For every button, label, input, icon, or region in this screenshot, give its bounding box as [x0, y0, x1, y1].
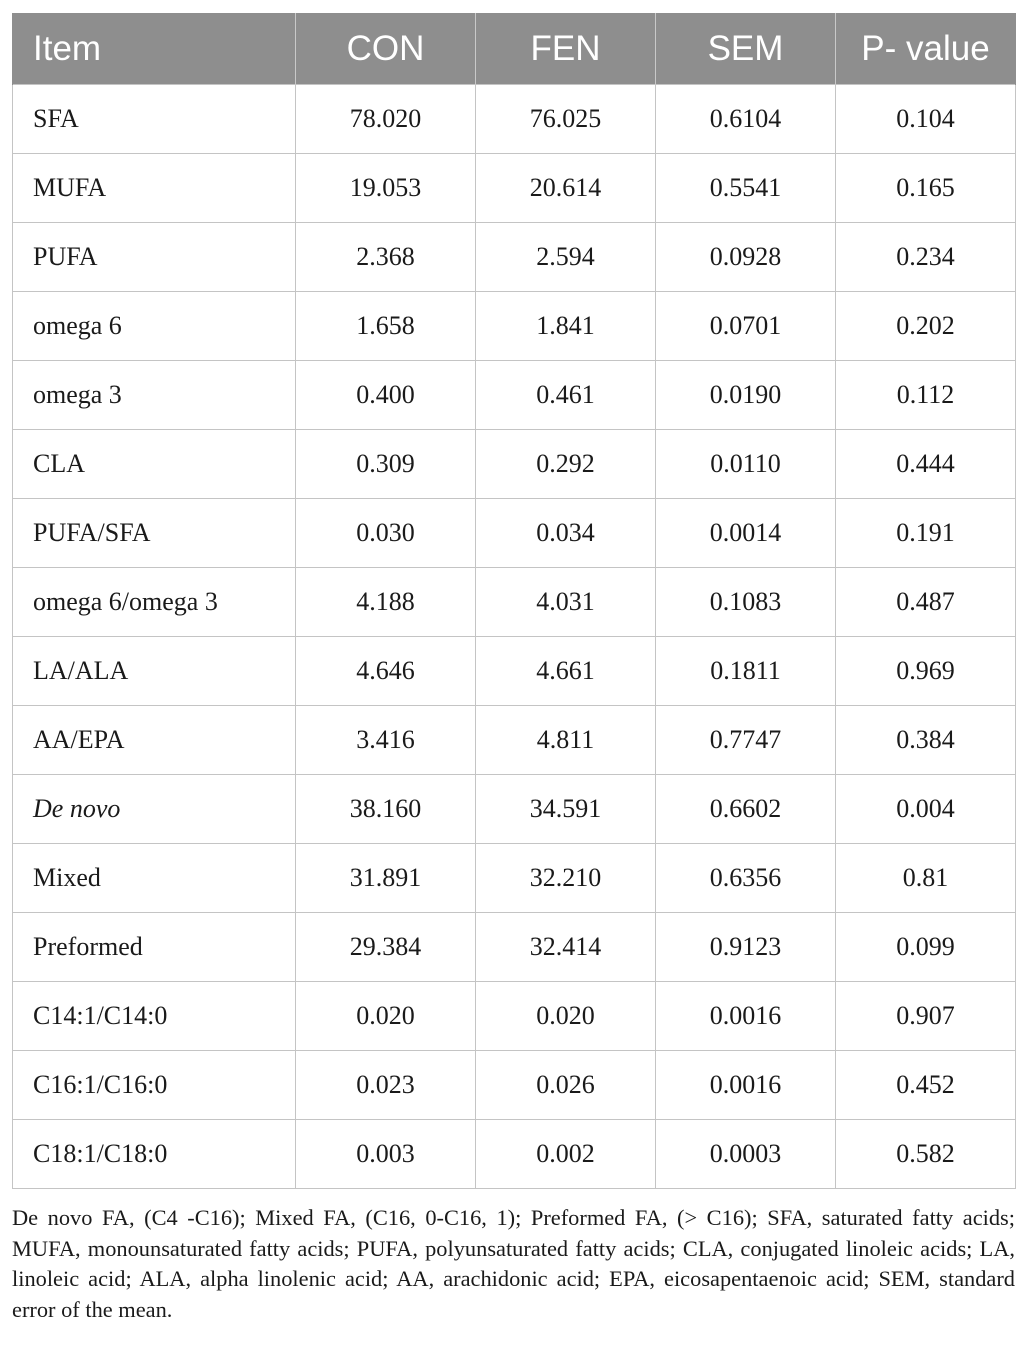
cell-item: C14:1/C14:0 [13, 982, 296, 1051]
cell-item: C18:1/C18:0 [13, 1120, 296, 1189]
cell-p-value: 0.969 [836, 637, 1016, 706]
table-row [13, 844, 1016, 913]
header-p-value: P- value [836, 13, 1016, 85]
cell-item: omega 6/omega 3 [13, 568, 296, 637]
cell-fen: 4.811 [476, 706, 656, 775]
cell-sem: 0.0110 [656, 430, 836, 499]
cell-con: 0.030 [296, 499, 476, 568]
table-row [13, 775, 1016, 844]
cell-sem: 0.6602 [656, 775, 836, 844]
cell-con: 0.020 [296, 982, 476, 1051]
cell-sem: 0.0003 [656, 1120, 836, 1189]
cell-p-value: 0.104 [836, 85, 1016, 154]
cell-item: Mixed [13, 844, 296, 913]
cell-item: omega 6 [13, 292, 296, 361]
cell-sem: 0.1083 [656, 568, 836, 637]
header-con: CON [296, 13, 476, 85]
cell-fen: 2.594 [476, 223, 656, 292]
header-row [13, 13, 1016, 85]
cell-sem: 0.7747 [656, 706, 836, 775]
cell-con: 38.160 [296, 775, 476, 844]
fatty-acid-table [12, 13, 1016, 1189]
cell-con: 19.053 [296, 154, 476, 223]
cell-p-value: 0.099 [836, 913, 1016, 982]
cell-fen: 4.031 [476, 568, 656, 637]
cell-p-value: 0.582 [836, 1120, 1016, 1189]
cell-fen: 0.026 [476, 1051, 656, 1120]
table-row [13, 982, 1016, 1051]
cell-item: AA/EPA [13, 706, 296, 775]
cell-con: 4.188 [296, 568, 476, 637]
table-row [13, 913, 1016, 982]
table-row [13, 223, 1016, 292]
table-row [13, 499, 1016, 568]
cell-sem: 0.0014 [656, 499, 836, 568]
cell-sem: 0.0190 [656, 361, 836, 430]
table-row [13, 706, 1016, 775]
cell-p-value: 0.487 [836, 568, 1016, 637]
header-fen: FEN [476, 13, 656, 85]
cell-con: 2.368 [296, 223, 476, 292]
cell-p-value: 0.384 [836, 706, 1016, 775]
cell-p-value: 0.004 [836, 775, 1016, 844]
cell-p-value: 0.165 [836, 154, 1016, 223]
cell-con: 0.003 [296, 1120, 476, 1189]
cell-con: 4.646 [296, 637, 476, 706]
cell-con: 0.023 [296, 1051, 476, 1120]
table-row [13, 292, 1016, 361]
table-row [13, 154, 1016, 223]
table-row [13, 1120, 1016, 1189]
cell-sem: 0.9123 [656, 913, 836, 982]
cell-fen: 34.591 [476, 775, 656, 844]
cell-item: Preformed [13, 913, 296, 982]
cell-fen: 20.614 [476, 154, 656, 223]
table-row [13, 85, 1016, 154]
cell-fen: 0.461 [476, 361, 656, 430]
cell-item: SFA [13, 85, 296, 154]
cell-p-value: 0.191 [836, 499, 1016, 568]
table-row [13, 430, 1016, 499]
header-item: Item [13, 13, 296, 85]
cell-item: PUFA/SFA [13, 499, 296, 568]
cell-sem: 0.6356 [656, 844, 836, 913]
cell-item: C16:1/C16:0 [13, 1051, 296, 1120]
table-row [13, 568, 1016, 637]
cell-con: 0.400 [296, 361, 476, 430]
cell-p-value: 0.202 [836, 292, 1016, 361]
cell-p-value: 0.234 [836, 223, 1016, 292]
cell-sem: 0.5541 [656, 154, 836, 223]
cell-item: LA/ALA [13, 637, 296, 706]
cell-con: 1.658 [296, 292, 476, 361]
cell-fen: 0.020 [476, 982, 656, 1051]
cell-fen: 1.841 [476, 292, 656, 361]
cell-item: De novo [13, 775, 296, 844]
table-row [13, 637, 1016, 706]
cell-sem: 0.0016 [656, 1051, 836, 1120]
cell-con: 0.309 [296, 430, 476, 499]
cell-fen: 32.414 [476, 913, 656, 982]
table-body [13, 85, 1016, 1189]
table-footnote: De novo FA, (C4 -C16); Mixed FA, (C16, 0-C16, 1); Preformed FA, (> C16); SFA, saturated fatty acids; MUFA, monounsaturated fatty acids; PUFA, polyunsaturated fatty acids; CLA, conjugated linoleic acids; LA, linoleic acid; ALA, alpha linolenic acid; AA, arachidonic acid; EPA, eicosapentaenoic acid; SEM, standard error of the mean. [12, 1205, 1015, 1322]
cell-p-value: 0.112 [836, 361, 1016, 430]
table-row [13, 361, 1016, 430]
cell-sem: 0.0701 [656, 292, 836, 361]
cell-p-value: 0.444 [836, 430, 1016, 499]
cell-sem: 0.1811 [656, 637, 836, 706]
cell-item: omega 3 [13, 361, 296, 430]
cell-item: PUFA [13, 223, 296, 292]
cell-fen: 0.034 [476, 499, 656, 568]
cell-sem: 0.6104 [656, 85, 836, 154]
cell-con: 3.416 [296, 706, 476, 775]
cell-item: CLA [13, 430, 296, 499]
cell-fen: 32.210 [476, 844, 656, 913]
cell-con: 78.020 [296, 85, 476, 154]
cell-fen: 0.292 [476, 430, 656, 499]
cell-fen: 4.661 [476, 637, 656, 706]
cell-sem: 0.0928 [656, 223, 836, 292]
cell-con: 29.384 [296, 913, 476, 982]
header-sem: SEM [656, 13, 836, 85]
table-header [13, 13, 1016, 85]
cell-fen: 76.025 [476, 85, 656, 154]
table-row [13, 1051, 1016, 1120]
cell-p-value: 0.81 [836, 844, 1016, 913]
fatty-acid-table-container [12, 13, 1015, 1189]
cell-p-value: 0.907 [836, 982, 1016, 1051]
cell-sem: 0.0016 [656, 982, 836, 1051]
cell-fen: 0.002 [476, 1120, 656, 1189]
cell-con: 31.891 [296, 844, 476, 913]
cell-item: MUFA [13, 154, 296, 223]
cell-p-value: 0.452 [836, 1051, 1016, 1120]
